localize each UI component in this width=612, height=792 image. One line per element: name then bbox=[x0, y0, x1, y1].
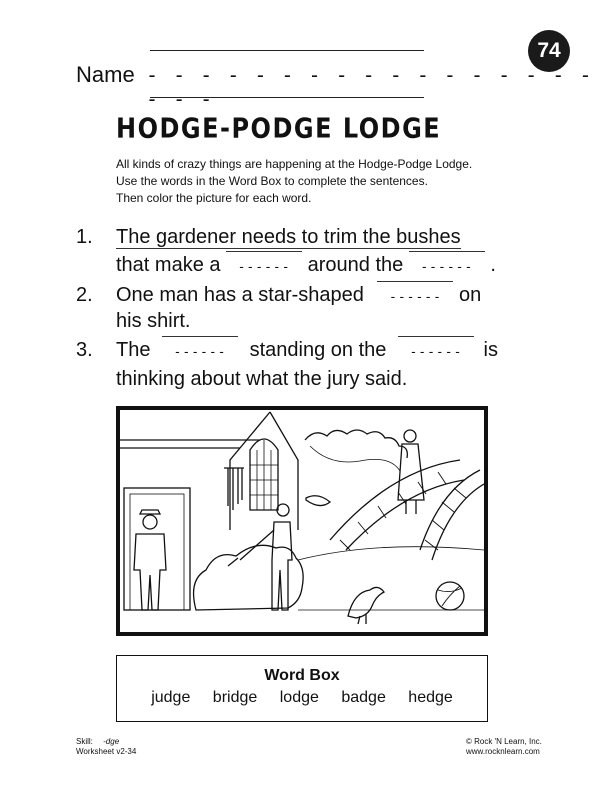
man-head bbox=[143, 515, 157, 529]
gardener-body bbox=[272, 522, 292, 610]
bird bbox=[348, 587, 384, 618]
answer-blank-3a[interactable]: ------ bbox=[162, 337, 238, 366]
judge-head bbox=[404, 430, 416, 442]
word-hedge: hedge bbox=[408, 689, 453, 706]
name-field[interactable]: - - - - - - - - - - - - - - - - - - - - bbox=[146, 63, 593, 111]
question-3-number: 3. bbox=[76, 339, 93, 361]
word-box bbox=[116, 655, 488, 722]
question-1-period: . bbox=[490, 254, 496, 276]
answer-blank-1a[interactable]: ------ bbox=[226, 252, 302, 281]
question-2-line-2 bbox=[116, 308, 190, 334]
worksheet-title: HODGE-PODGE LODGE bbox=[116, 112, 442, 145]
question-1-text-2: that make a bbox=[116, 254, 221, 276]
instruction-line-1: All kinds of crazy things are happening at the Hodge-Podge Lodge. bbox=[116, 157, 473, 171]
coloring-picture[interactable] bbox=[116, 406, 488, 636]
question-3-text: The bbox=[116, 339, 151, 361]
footer-copyright: © Rock 'N Learn, Inc. bbox=[466, 737, 542, 746]
word-box-title: Word Box bbox=[264, 667, 340, 684]
doorway bbox=[124, 488, 190, 610]
name-label: Name bbox=[76, 62, 135, 87]
question-3-text-2: standing on the bbox=[249, 339, 387, 361]
word-judge: judge bbox=[151, 689, 191, 706]
question-1-text-3: around the bbox=[307, 254, 404, 276]
footer-website[interactable]: www.rocknlearn.com bbox=[466, 747, 540, 756]
man-body bbox=[134, 534, 166, 610]
question-3-line-1 bbox=[116, 337, 498, 366]
name-top-rule bbox=[150, 50, 424, 51]
instruction-line-3: Then color the picture for each word. bbox=[116, 191, 312, 205]
answer-blank-1b[interactable]: ------ bbox=[409, 252, 485, 281]
instruction-line-2: Use the words in the Word Box to complete the sentences. bbox=[116, 174, 428, 188]
question-1-text: The gardener needs to trim the bushes bbox=[116, 226, 461, 248]
word-box-words bbox=[117, 689, 487, 707]
hedge-outline bbox=[194, 545, 304, 610]
question-1-number: 1. bbox=[76, 226, 93, 248]
gardener-head bbox=[277, 504, 289, 516]
answer-blank-2[interactable]: ------ bbox=[377, 282, 453, 311]
question-3-line-2 bbox=[116, 366, 407, 392]
word-lodge: lodge bbox=[279, 689, 319, 706]
question-2-number: 2. bbox=[76, 284, 93, 306]
name-bottom-rule bbox=[150, 97, 424, 98]
judge-robe bbox=[398, 444, 424, 500]
lodge-scene-illustration bbox=[120, 410, 484, 632]
skill-label: Skill: bbox=[76, 737, 93, 746]
question-2-text-2: on bbox=[459, 284, 482, 306]
word-badge: badge bbox=[341, 689, 386, 706]
question-1-line-2 bbox=[116, 252, 496, 281]
page-number-badge: 74 bbox=[528, 30, 570, 72]
question-1-line-1 bbox=[116, 224, 461, 250]
wind-chime bbox=[224, 468, 244, 510]
question-2-line-1 bbox=[116, 282, 481, 311]
answer-blank-3b[interactable]: ------ bbox=[398, 337, 474, 366]
word-bridge: bridge bbox=[212, 689, 258, 706]
skill-value: -dge bbox=[103, 737, 120, 746]
fish bbox=[306, 496, 330, 506]
question-2-text-3: his shirt. bbox=[116, 310, 191, 332]
question-2-text: One man has a star-shaped bbox=[116, 284, 364, 306]
bridge-top-rail bbox=[330, 460, 460, 540]
footer-worksheet: Worksheet v2-34 bbox=[76, 747, 137, 756]
question-3-text-4: thinking about what the jury said. bbox=[116, 368, 408, 390]
question-3-text-3: is bbox=[483, 339, 498, 361]
footer-skill bbox=[76, 737, 119, 747]
building-roof-right bbox=[270, 412, 298, 530]
